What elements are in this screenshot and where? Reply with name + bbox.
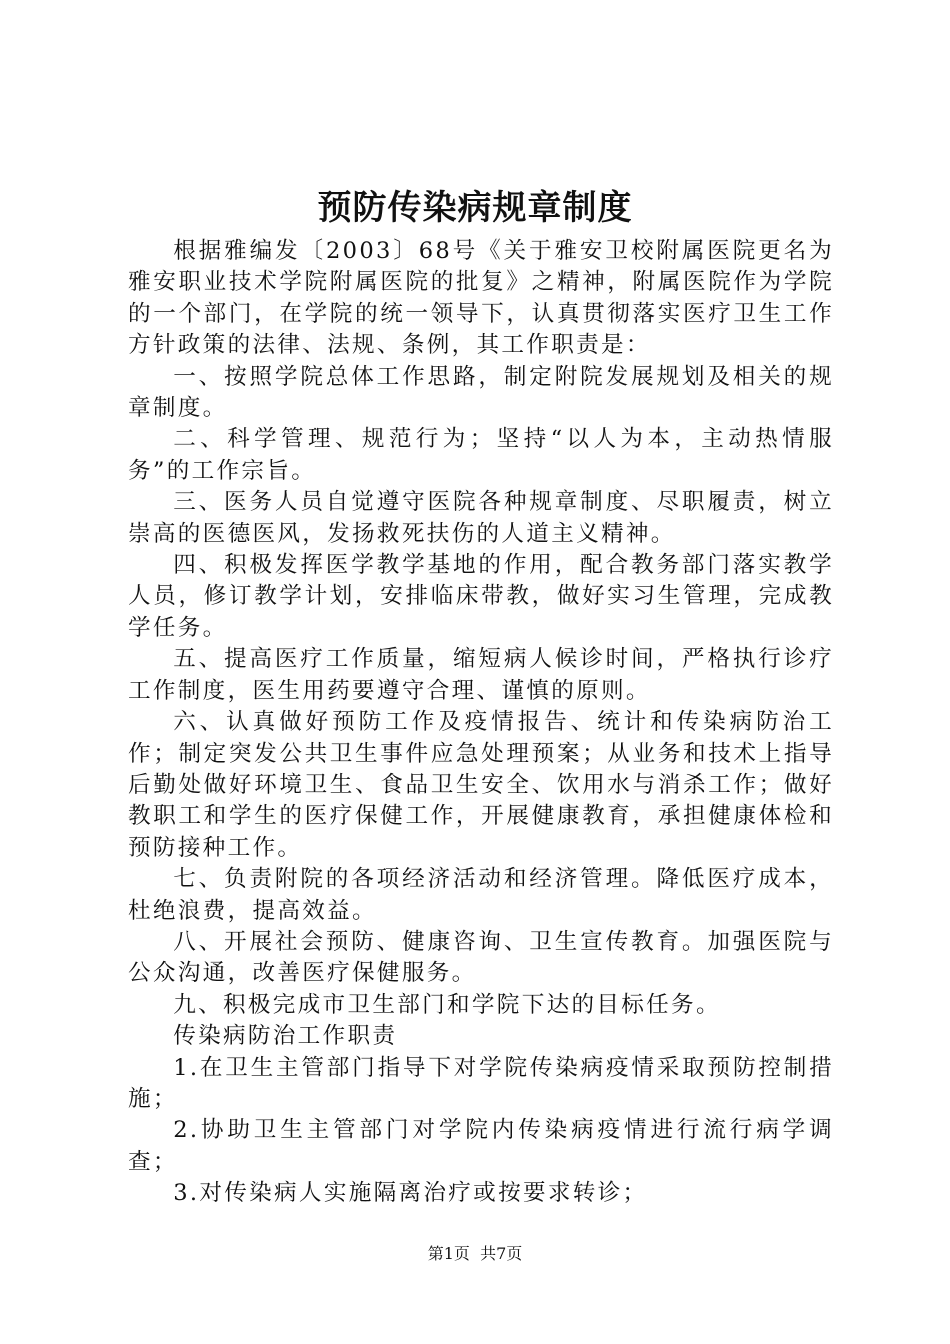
page-title: 预防传染病规章制度 [317, 188, 633, 228]
duty-item-6: 六、认真做好预防工作及疫情报告、统计和传染病防治工作；制定突发公共卫生事件应急处理预案；从业务和技术上指导后勤处做好环境卫生、食品卫生安全、饮用水与消杀工作；做好教职工和学生的医疗保健工作，开展健康教育，承担健康体检和预防接种工作。 [128, 709, 834, 861]
numbered-item-1: 1.在卫生主管部门指导下对学院传染病疫情采取预防控制措施； [128, 1054, 834, 1112]
duty-item-7: 七、负责附院的各项经济活动和经济管理。降低医疗成本，杜绝浪费，提高效益。 [128, 866, 834, 924]
duty-item-2: 二、科学管理、规范行为；坚持“以人为本，主动热情服务”的工作宗旨。 [128, 426, 834, 484]
duty-item-5: 五、提高医疗工作质量，缩短病人候诊时间，严格执行诊疗工作制度，医生用药要遵守合理、谨慎的原则。 [128, 646, 834, 704]
duty-item-4: 四、积极发挥医学教学基地的作用，配合教务部门落实教学人员，修订教学计划，安排临床带教，做好实习生管理，完成教学任务。 [128, 552, 834, 641]
duty-item-3: 三、医务人员自觉遵守医院各种规章制度、尽职履责，树立崇高的医德医风，发扬救死扶伤的人道主义精神。 [128, 489, 834, 547]
intro-paragraph: 根据雅编发〔2003〕68号《关于雅安卫校附属医院更名为雅安职业技术学院附属医院的批复》之精神，附属医院作为学院的一个部门，在学院的统一领导下，认真贯彻落实医疗卫生工作方针政策的法律、法规、条例，其工作职责是： [128, 238, 834, 359]
numbered-item-2: 2.协助卫生主管部门对学院内传染病疫情进行流行病学调查； [128, 1117, 834, 1175]
page-total: 共7页 [480, 1244, 523, 1263]
duty-item-8: 八、开展社会预防、健康咨询、卫生宣传教育。加强医院与公众沟通，改善医疗保健服务。 [128, 928, 834, 987]
section-heading: 传染病防治工作职责 [173, 1023, 398, 1050]
document-body [128, 236, 834, 1210]
duty-item-9: 九、积极完成市卫生部门和学院下达的目标任务。 [173, 991, 721, 1018]
numbered-item-3: 3.对传染病人实施隔离治疗或按要求转诊； [173, 1180, 648, 1207]
page-footer [0, 1242, 950, 1266]
duty-item-1: 一、按照学院总体工作思路，制定附院发展规划及相关的规章制度。 [128, 363, 834, 422]
page-number: 第1页 [427, 1244, 470, 1263]
